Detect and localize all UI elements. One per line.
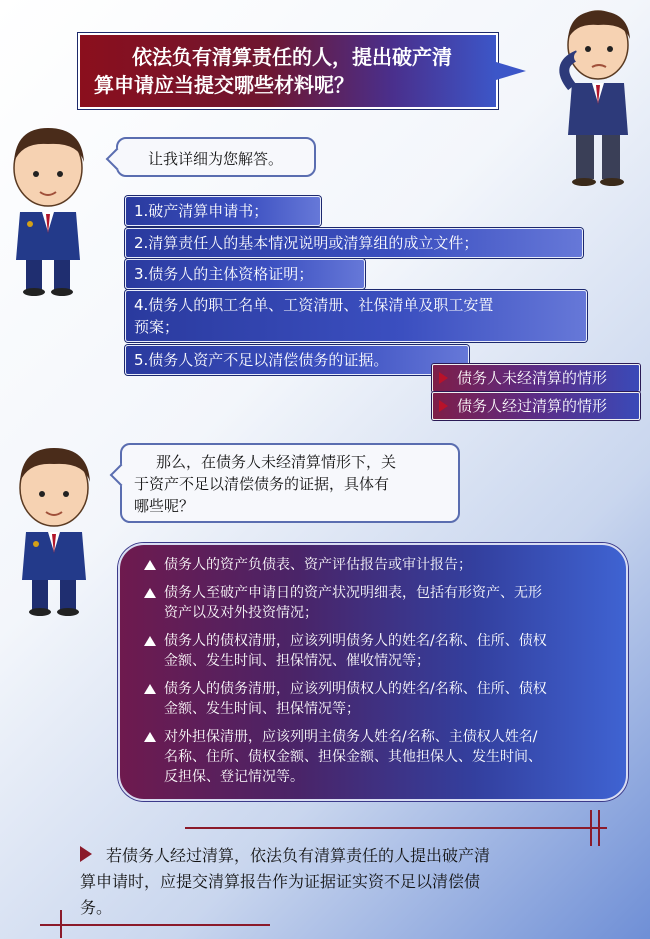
list-item-2: 2.清算责任人的基本情况说明或清算组的成立文件；	[125, 228, 583, 258]
bottom-line-2: 算申请时，应提交清算报告作为证据证实资不足以清偿债	[80, 872, 481, 891]
triangle-bullet-icon	[144, 588, 156, 598]
title-pointer	[496, 62, 526, 80]
sub-item-label: 债务人经过清算的情形	[457, 397, 608, 415]
triangle-icon	[439, 400, 448, 412]
panel-row-text: 金额、发生时间、担保情况、催收情况等；	[164, 653, 430, 669]
triangle-bullet-icon	[144, 732, 156, 742]
panel-row-3	[142, 631, 608, 671]
title-banner	[78, 33, 498, 109]
bottom-note	[80, 843, 600, 921]
title-line-2: 算申请应当提交哪些材料呢？	[94, 73, 354, 97]
panel-row-2	[142, 583, 608, 623]
question-line-1: 那么，在债务人未经清算情形下，关	[156, 453, 397, 471]
sub-item-liquidated	[432, 392, 640, 420]
divider-bottom	[40, 924, 270, 926]
list-item-5: 5.债务人资产不足以清偿债务的证据。	[125, 345, 469, 375]
divider-top	[185, 827, 607, 829]
bubble-tail	[110, 464, 133, 487]
bubble-tail	[106, 148, 129, 171]
panel-row-text: 资产以及对外投资情况；	[164, 605, 318, 621]
bottom-line-3: 务。	[80, 898, 113, 917]
list-item-4	[125, 290, 587, 342]
divider-top-tick	[590, 810, 592, 846]
sub-item-unliquidated	[432, 364, 640, 392]
panel-row-text: 名称、住所、债权金额、担保金额、其他担保人、发生时间、	[164, 749, 542, 765]
triangle-bullet-icon	[144, 684, 156, 694]
lawyer-illustration-2	[8, 440, 104, 620]
panel-row-text: 债务人的债务清册，应该列明债权人的姓名/名称、住所、债权	[164, 681, 547, 697]
triangle-icon	[439, 372, 448, 384]
title-line-1: 依法负有清算责任的人，提出破产清	[132, 45, 452, 69]
list-item-1: 1.破产清算申请书；	[125, 196, 321, 226]
question-bubble	[120, 443, 460, 523]
divider-bottom-tick	[60, 910, 62, 938]
panel-row-text: 债务人的资产负债表、资产评估报告或审计报告；	[164, 557, 472, 573]
triangle-bullet-icon	[144, 560, 156, 570]
evidence-panel	[118, 543, 628, 801]
sub-item-label: 债务人未经清算的情形	[457, 369, 608, 387]
panel-row-text: 对外担保清册，应该列明主债务人姓名/名称、主债权人姓名/	[164, 729, 538, 745]
list-item-4-line-1: 4.债务人的职工名单、工资清册、社保清单及职工安置	[134, 296, 494, 314]
triangle-bullet-icon	[144, 636, 156, 646]
panel-row-1	[142, 555, 608, 575]
panel-row-text: 金额、发生时间、担保情况等；	[164, 701, 360, 717]
lawyer-illustration-1	[2, 120, 102, 298]
list-item-3: 3.债务人的主体资格证明；	[125, 259, 365, 289]
thinking-man-illustration	[548, 5, 648, 187]
question-line-3: 哪些呢？	[134, 497, 195, 515]
panel-row-5	[142, 727, 608, 787]
question-line-2: 于资产不足以清偿债务的证据，具体有	[134, 475, 390, 493]
panel-row-4	[142, 679, 608, 719]
list-item-4-line-2: 预案；	[134, 318, 180, 336]
panel-row-text: 反担保、登记情况等。	[164, 769, 304, 785]
answer-bubble	[116, 137, 316, 177]
divider-top-tick	[598, 810, 600, 846]
panel-row-text: 债务人至破产申请日的资产状况明细表，包括有形资产、无形	[164, 585, 542, 601]
bottom-line-1: 若债务人经过清算，依法负有清算责任的人提出破产清	[106, 846, 491, 865]
question-text	[134, 451, 454, 517]
answer-text: 让我详细为您解答。	[148, 150, 284, 168]
panel-row-text: 债务人的债权清册，应该列明债务人的姓名/名称、住所、债权	[164, 633, 547, 649]
